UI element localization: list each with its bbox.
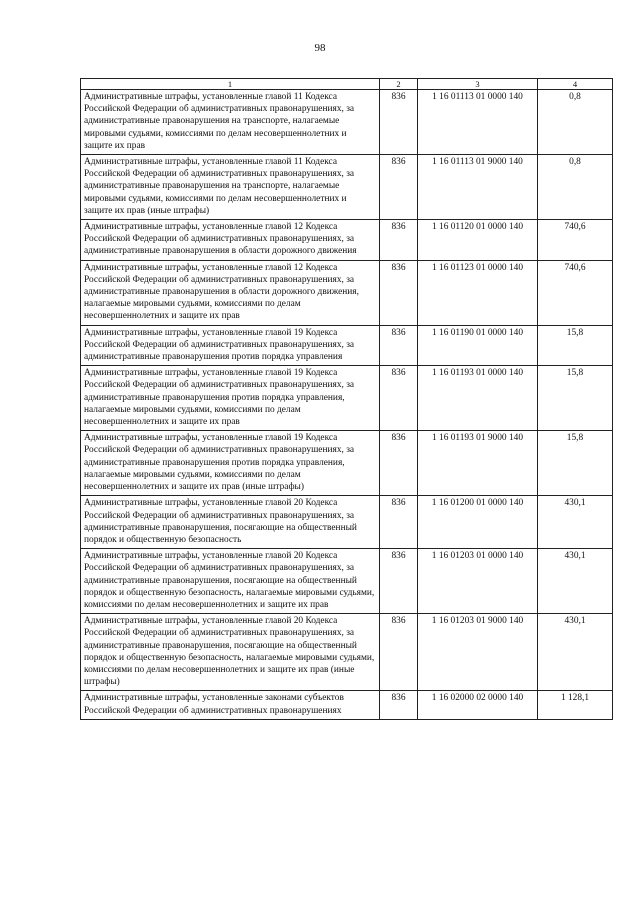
revenue-name-cell: Административные штрафы, установленные главой 19 Кодекса Российской Федерации об административных правонарушениях, за административные правонарушения против порядка управления, налагаемые мировыми судьями, комиссиями по делам несовершеннолетних и защите их прав bbox=[81, 366, 380, 431]
revenue-name-cell: Административные штрафы, установленные главой 19 Кодекса Российской Федерации об административных правонарушениях, за административные правонарушения против порядка управления, налагаемые мировыми судьями, комиссиями по делам несовершеннолетних и защите их прав (иные штрафы) bbox=[81, 431, 380, 496]
budget-code-cell: 1 16 01203 01 0000 140 bbox=[418, 549, 538, 614]
revenue-name-cell: Административные штрафы, установленные главой 12 Кодекса Российской Федерации об административных правонарушениях, за административные правонарушения в области дорожного движения bbox=[81, 220, 380, 261]
revenue-name-cell: Административные штрафы, установленные главой 19 Кодекса Российской Федерации об административных правонарушениях, за административные правонарушения против порядка управления bbox=[81, 325, 380, 366]
budget-code-cell: 1 16 01200 01 0000 140 bbox=[418, 496, 538, 549]
amount-cell: 15,8 bbox=[538, 431, 613, 496]
budget-code-cell: 1 16 01113 01 9000 140 bbox=[418, 155, 538, 220]
budget-code-cell: 1 16 01120 01 0000 140 bbox=[418, 220, 538, 261]
amount-cell: 430,1 bbox=[538, 614, 613, 691]
revenue-name-cell: Административные штрафы, установленные главой 20 Кодекса Российской Федерации об административных правонарушениях, за административные правонарушения, посягающие на общественный порядок и общественную безопасность, налагаемые мировыми судьями, комиссиями по делам несовершеннолетних и защите их прав (иные штрафы) bbox=[81, 614, 380, 691]
revenue-name-cell: Административные штрафы, установленные главой 20 Кодекса Российской Федерации об административных правонарушениях, за административные правонарушения, посягающие на общественный порядок и общественную безопасность bbox=[81, 496, 380, 549]
budget-code-cell: 1 16 01193 01 9000 140 bbox=[418, 431, 538, 496]
budget-code-cell: 1 16 01123 01 0000 140 bbox=[418, 260, 538, 325]
table-row bbox=[81, 260, 613, 325]
column-header-1: 1 bbox=[81, 79, 380, 90]
amount-cell: 430,1 bbox=[538, 549, 613, 614]
revenue-name-cell: Административные штрафы, установленные главой 20 Кодекса Российской Федерации об административных правонарушениях, за административные правонарушения, посягающие на общественный порядок и общественную безопасность, налагаемые мировыми судьями, комиссиями по делам несовершеннолетних и защите их прав bbox=[81, 549, 380, 614]
amount-cell: 740,6 bbox=[538, 260, 613, 325]
admin-code-cell: 836 bbox=[380, 549, 418, 614]
amount-cell: 1 128,1 bbox=[538, 691, 613, 719]
table-row bbox=[81, 691, 613, 719]
amount-cell: 430,1 bbox=[538, 496, 613, 549]
admin-code-cell: 836 bbox=[380, 325, 418, 366]
admin-code-cell: 836 bbox=[380, 431, 418, 496]
column-header-4: 4 bbox=[538, 79, 613, 90]
admin-code-cell: 836 bbox=[380, 614, 418, 691]
budget-table bbox=[80, 78, 613, 720]
table-row bbox=[81, 614, 613, 691]
budget-code-cell: 1 16 01203 01 9000 140 bbox=[418, 614, 538, 691]
admin-code-cell: 836 bbox=[380, 260, 418, 325]
table-row bbox=[81, 155, 613, 220]
amount-cell: 0,8 bbox=[538, 90, 613, 155]
table-row bbox=[81, 496, 613, 549]
table-row bbox=[81, 220, 613, 261]
table-row bbox=[81, 325, 613, 366]
budget-code-cell: 1 16 02000 02 0000 140 bbox=[418, 691, 538, 719]
admin-code-cell: 836 bbox=[380, 155, 418, 220]
admin-code-cell: 836 bbox=[380, 366, 418, 431]
admin-code-cell: 836 bbox=[380, 220, 418, 261]
column-header-3: 3 bbox=[418, 79, 538, 90]
amount-cell: 0,8 bbox=[538, 155, 613, 220]
column-header-2: 2 bbox=[380, 79, 418, 90]
budget-code-cell: 1 16 01190 01 0000 140 bbox=[418, 325, 538, 366]
table-row bbox=[81, 549, 613, 614]
table-header-row bbox=[81, 79, 613, 90]
revenue-name-cell: Административные штрафы, установленные законами субъектов Российской Федерации об административных правонарушениях bbox=[81, 691, 380, 719]
revenue-name-cell: Административные штрафы, установленные главой 12 Кодекса Российской Федерации об административных правонарушениях, за административные правонарушения в области дорожного движения, налагаемые мировыми судьями, комиссиями по делам несовершеннолетних и защите их прав bbox=[81, 260, 380, 325]
amount-cell: 740,6 bbox=[538, 220, 613, 261]
revenue-name-cell: Административные штрафы, установленные главой 11 Кодекса Российской Федерации об административных правонарушениях, за административные правонарушения на транспорте, налагаемые мировыми судьями, комиссиями по делам несовершеннолетних и защите их прав (иные штрафы) bbox=[81, 155, 380, 220]
admin-code-cell: 836 bbox=[380, 496, 418, 549]
table-row bbox=[81, 431, 613, 496]
budget-code-cell: 1 16 01113 01 0000 140 bbox=[418, 90, 538, 155]
amount-cell: 15,8 bbox=[538, 366, 613, 431]
revenue-name-cell: Административные штрафы, установленные главой 11 Кодекса Российской Федерации об административных правонарушениях, за административные правонарушения на транспорте, налагаемые мировыми судьями, комиссиями по делам несовершеннолетних и защите их прав bbox=[81, 90, 380, 155]
page-number: 98 bbox=[314, 42, 326, 54]
table-row bbox=[81, 366, 613, 431]
admin-code-cell: 836 bbox=[380, 691, 418, 719]
admin-code-cell: 836 bbox=[380, 90, 418, 155]
budget-code-cell: 1 16 01193 01 0000 140 bbox=[418, 366, 538, 431]
amount-cell: 15,8 bbox=[538, 325, 613, 366]
table-row bbox=[81, 90, 613, 155]
